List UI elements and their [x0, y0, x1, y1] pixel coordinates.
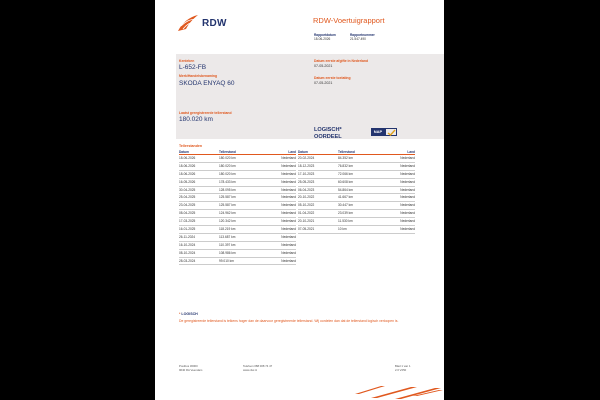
table-row — [179, 171, 296, 179]
table-row — [179, 163, 296, 171]
cell-country: Nederland — [281, 203, 296, 208]
cell-date: 17-03-2025 — [179, 219, 196, 224]
table-row — [179, 218, 296, 226]
first-admission-label: Datum eerste toelating — [314, 76, 351, 80]
cell-date: 17-10-2023 — [298, 171, 315, 176]
table-row — [179, 179, 296, 187]
cell-date: 05-10-2022 — [298, 203, 315, 208]
header-country: Land — [288, 150, 296, 154]
cell-date: 18-06-2026 — [179, 171, 196, 176]
mileage-label: Laatst geregistreerde tellerstand — [179, 111, 232, 115]
table-row — [298, 179, 415, 187]
report-date-label: Rapportdatum — [314, 33, 336, 37]
cell-date: 20-02-2024 — [298, 156, 315, 160]
make-label: Merk/Handelsbenaming — [179, 74, 218, 78]
report-date-block — [314, 33, 336, 42]
table-row — [179, 250, 296, 258]
footer-line: Telefoon 088 008 74 47 — [243, 364, 273, 368]
footer-line: Blad 1 van 1 — [395, 364, 411, 368]
footer-page-info — [395, 365, 411, 373]
table-row — [179, 155, 296, 163]
cell-country: Nederland — [281, 234, 296, 239]
legal-title — [179, 312, 198, 316]
table-body-right — [298, 155, 415, 234]
report-page — [155, 0, 444, 400]
cell-reading: 10 km — [338, 227, 347, 232]
cell-reading: 60.608 km — [338, 179, 353, 184]
cell-date: 18-06-2026 — [179, 163, 196, 168]
cell-country: Nederland — [281, 171, 296, 176]
vehicle-panel — [176, 54, 444, 139]
logo-text: RDW — [202, 17, 227, 29]
cell-date: 26-11-2024 — [179, 234, 196, 239]
report-number-block — [350, 33, 375, 42]
rdw-logo — [177, 13, 227, 33]
table-row — [179, 226, 296, 234]
cell-date: 25-05-2023 — [298, 179, 315, 184]
cell-reading: 120.342 km — [219, 219, 236, 224]
table-row — [298, 187, 415, 195]
cell-reading: 84.352 km — [338, 156, 353, 160]
table-row — [179, 234, 296, 242]
nap-badge — [371, 128, 397, 136]
cell-country: Nederland — [400, 211, 415, 216]
table-row — [298, 202, 415, 210]
cell-country: Nederland — [400, 227, 415, 232]
footer-line: Postbus 30000 — [179, 364, 198, 368]
first-nl-label: Datum eerste afgifte in Nederland — [314, 59, 369, 63]
first-admission-value: 07-05-2021 — [314, 81, 333, 85]
table-row — [179, 210, 296, 218]
cell-date: 16-10-2024 — [179, 242, 196, 247]
cell-country: Nederland — [281, 211, 296, 216]
cell-date: 20-10-2022 — [298, 195, 315, 200]
table-row — [179, 194, 296, 202]
verdict — [314, 127, 342, 141]
cell-reading: 180.020 km — [219, 156, 236, 160]
cell-reading: 128.095 km — [219, 187, 236, 192]
cell-reading: 76.832 km — [338, 163, 353, 168]
cell-reading: 113.687 km — [219, 234, 236, 239]
readings-section-title: Tellerstanden — [179, 144, 203, 148]
cell-reading: 23.039 km — [338, 211, 353, 216]
verdict-line2: OORDEEL — [314, 134, 342, 140]
legal-text: De geregistreerde tellerstand is telkens hoger dan de daarvoor geregistreerde tellerstand. Wij oordelen dan dat de tellerstand logisch verloopen is. — [179, 319, 399, 323]
table-row — [179, 187, 296, 195]
footer-line: 9640 RA Veendam — [179, 367, 203, 372]
cell-country: Nederland — [281, 163, 296, 168]
cell-reading: 108.986 km — [219, 250, 236, 255]
cell-country: Nederland — [400, 179, 415, 184]
cell-country: Nederland — [400, 156, 415, 160]
table-row — [298, 226, 415, 234]
cell-date: 25-04-2025 — [179, 195, 196, 200]
cell-date: 16-01-2025 — [179, 227, 196, 232]
cell-country: Nederland — [281, 250, 296, 255]
table-row — [298, 194, 415, 202]
mileage-value: 180.020 km — [179, 116, 213, 123]
cell-country: Nederland — [281, 179, 296, 184]
cell-reading: 110.397 km — [219, 242, 236, 247]
report-number-label: Rapportnummer — [350, 33, 375, 37]
verdict-line1: LOGISCH* — [314, 127, 342, 133]
cell-country: Nederland — [281, 219, 296, 224]
cell-reading: 30.447 km — [338, 203, 353, 208]
cell-reading: 54.864 km — [338, 187, 353, 192]
cell-date: 07-05-2021 — [298, 227, 315, 232]
cell-country: Nederland — [281, 187, 296, 192]
cell-country: Nederland — [400, 219, 415, 224]
table-row — [298, 163, 415, 171]
cell-country: Nederland — [400, 187, 415, 192]
plate-value: L-652-FB — [179, 64, 207, 71]
cell-country: Nederland — [281, 227, 296, 232]
cell-date: 16-05-2026 — [179, 179, 196, 184]
table-row — [298, 155, 415, 163]
cell-date: 08-04-2025 — [179, 211, 196, 216]
header-reading: Tellerstand — [219, 150, 236, 154]
header-date: Datum — [298, 150, 308, 154]
table-row — [298, 171, 415, 179]
footer-line: 2.0 V250 — [395, 367, 407, 372]
cell-date: 28-03-2024 — [179, 258, 196, 263]
cell-country: Nederland — [400, 163, 415, 168]
cell-date: 01-04-2022 — [298, 211, 315, 216]
cell-reading: 72.066 km — [338, 171, 353, 176]
cell-date: 18-12-2023 — [298, 163, 315, 168]
cell-country: Nederland — [281, 258, 296, 263]
cell-country: Nederland — [281, 242, 296, 247]
table-body-left — [179, 155, 296, 265]
cell-reading: 125.587 km — [219, 203, 236, 208]
cell-country: Nederland — [281, 156, 296, 160]
cell-reading: 125.587 km — [219, 195, 236, 200]
legal-title-text: LOGISCH — [181, 312, 198, 316]
cell-reading: 178.433 km — [219, 179, 236, 184]
cell-country: Nederland — [400, 195, 415, 200]
cell-reading: 180.020 km — [219, 163, 236, 168]
decorative-stripes-icon — [351, 384, 444, 400]
header-country: Land — [407, 150, 415, 154]
table-row — [298, 210, 415, 218]
footer-contact — [243, 365, 272, 373]
readings-table-left — [179, 150, 296, 265]
cell-country: Nederland — [400, 203, 415, 208]
checkmark-icon — [385, 128, 397, 136]
plate-label: Kenteken — [179, 59, 195, 63]
table-row — [179, 258, 296, 266]
table-row — [179, 202, 296, 210]
footer-line: www.rdw.nl — [243, 367, 257, 372]
cell-reading: 41.667 km — [338, 195, 353, 200]
legal-asterisk: * — [179, 312, 181, 316]
table-row — [179, 242, 296, 250]
table-row — [298, 218, 415, 226]
report-number: 21.547.490 — [350, 37, 366, 42]
footer-address — [179, 365, 202, 373]
cell-reading: 180.020 km — [219, 171, 236, 176]
header-reading: Tellerstand — [338, 150, 355, 154]
cell-date: 23-04-2025 — [179, 203, 196, 208]
rdw-wing-icon — [177, 13, 199, 33]
cell-reading: 11.530 km — [338, 219, 353, 224]
first-nl-value: 07-05-2021 — [314, 64, 333, 68]
cell-country: Nederland — [400, 171, 415, 176]
cell-date: 06-04-2023 — [298, 187, 315, 192]
report-date: 18-06-2026 — [314, 37, 331, 42]
header-date: Datum — [179, 150, 189, 154]
cell-date: 08-10-2024 — [179, 250, 196, 255]
cell-date: 20-10-2021 — [298, 219, 315, 224]
cell-reading: 99.010 km — [219, 258, 234, 263]
cell-date: 18-06-2026 — [179, 156, 196, 160]
cell-reading: 118.219 km — [219, 227, 236, 232]
nap-label: NAP — [371, 128, 385, 136]
cell-date: 30-04-2025 — [179, 187, 196, 192]
readings-table-right — [298, 150, 415, 234]
make-value: SKODA ENYAQ 60 — [179, 80, 235, 87]
document-title: RDW-Voertuigrapport — [313, 16, 385, 25]
cell-country: Nederland — [281, 195, 296, 200]
cell-reading: 124.962 km — [219, 211, 236, 216]
